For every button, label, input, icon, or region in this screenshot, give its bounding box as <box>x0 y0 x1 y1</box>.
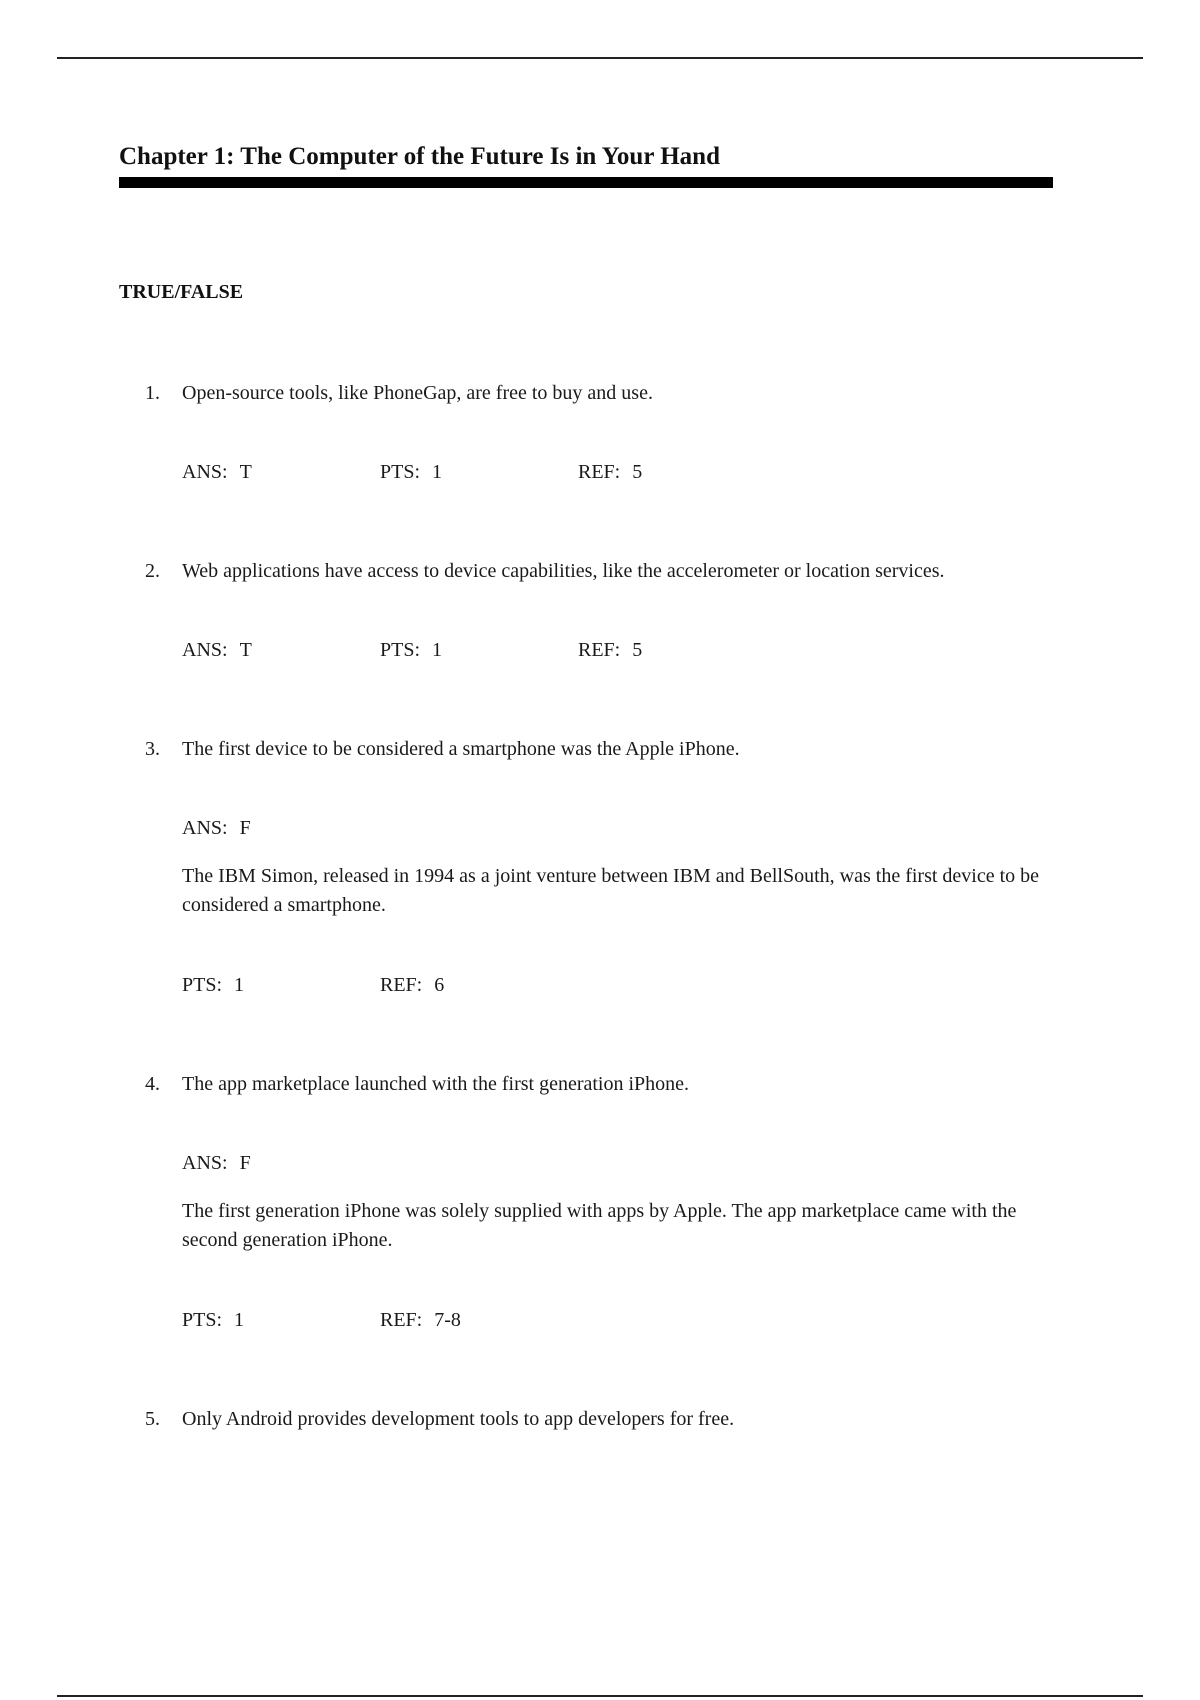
points-label: PTS: <box>182 974 223 996</box>
question-number: 4. <box>145 1073 160 1095</box>
points-field <box>380 639 442 662</box>
question-text: Web applications have access to device capabilities, like the accelerometer or location services. <box>182 560 945 582</box>
answer-label: ANS: <box>182 817 228 839</box>
points-field <box>182 974 244 997</box>
page-top-rule <box>57 57 1143 59</box>
answer-value: F <box>239 1152 251 1174</box>
answer-value: T <box>239 461 252 483</box>
question-text: Open-source tools, like PhoneGap, are free to buy and use. <box>182 382 653 404</box>
answer-value: T <box>239 639 252 661</box>
answer-meta-line <box>182 639 882 665</box>
points-value: 1 <box>234 1309 245 1331</box>
answer-value: F <box>239 817 251 839</box>
reference-label: REF: <box>380 1309 423 1331</box>
reference-field <box>380 1309 461 1332</box>
points-meta-line <box>182 974 882 1000</box>
answer-label: ANS: <box>182 1152 228 1174</box>
reference-field <box>380 974 444 997</box>
points-value: 1 <box>432 461 443 483</box>
question-text: The first device to be considered a smartphone was the Apple iPhone. <box>182 738 740 760</box>
chapter-title: Chapter 1: The Computer of the Future Is in Your Hand <box>119 143 720 170</box>
reference-label: REF: <box>578 639 621 661</box>
question-text: The app marketplace launched with the first generation iPhone. <box>182 1073 690 1095</box>
question-number: 1. <box>145 382 160 404</box>
question-text: Only Android provides development tools to app developers for free. <box>182 1408 735 1430</box>
question-number: 3. <box>145 738 160 760</box>
chapter-title-bar <box>119 177 1053 188</box>
answer-field <box>182 461 252 484</box>
answer-rationale: The first generation iPhone was solely supplied with apps by Apple. The app marketplace came with the second generation iPhone. <box>182 1200 1017 1251</box>
question-number: 5. <box>145 1408 160 1430</box>
page-bottom-rule <box>57 1695 1143 1697</box>
question-number: 2. <box>145 560 160 582</box>
answer-rationale: The IBM Simon, released in 1994 as a joint venture between IBM and BellSouth, was the first device to be considered a smartphone. <box>182 865 1040 916</box>
answer-meta-line <box>182 817 882 843</box>
points-field <box>182 1309 244 1332</box>
points-label: PTS: <box>380 461 421 483</box>
answer-field <box>182 639 252 662</box>
reference-value: 6 <box>434 974 445 996</box>
points-field <box>380 461 442 484</box>
reference-label: REF: <box>578 461 621 483</box>
points-meta-line <box>182 1309 882 1335</box>
answer-field <box>182 817 251 840</box>
reference-label: REF: <box>380 974 423 996</box>
answer-label: ANS: <box>182 639 228 661</box>
reference-field <box>578 461 642 484</box>
answer-label: ANS: <box>182 461 228 483</box>
reference-value: 5 <box>632 639 643 661</box>
answer-meta-line <box>182 461 882 487</box>
points-value: 1 <box>234 974 245 996</box>
points-label: PTS: <box>182 1309 223 1331</box>
points-value: 1 <box>432 639 443 661</box>
section-heading: TRUE/FALSE <box>119 281 244 303</box>
answer-field <box>182 1152 251 1175</box>
reference-value: 7-8 <box>434 1309 461 1331</box>
points-label: PTS: <box>380 639 421 661</box>
answer-meta-line <box>182 1152 882 1178</box>
reference-field <box>578 639 642 662</box>
reference-value: 5 <box>632 461 643 483</box>
